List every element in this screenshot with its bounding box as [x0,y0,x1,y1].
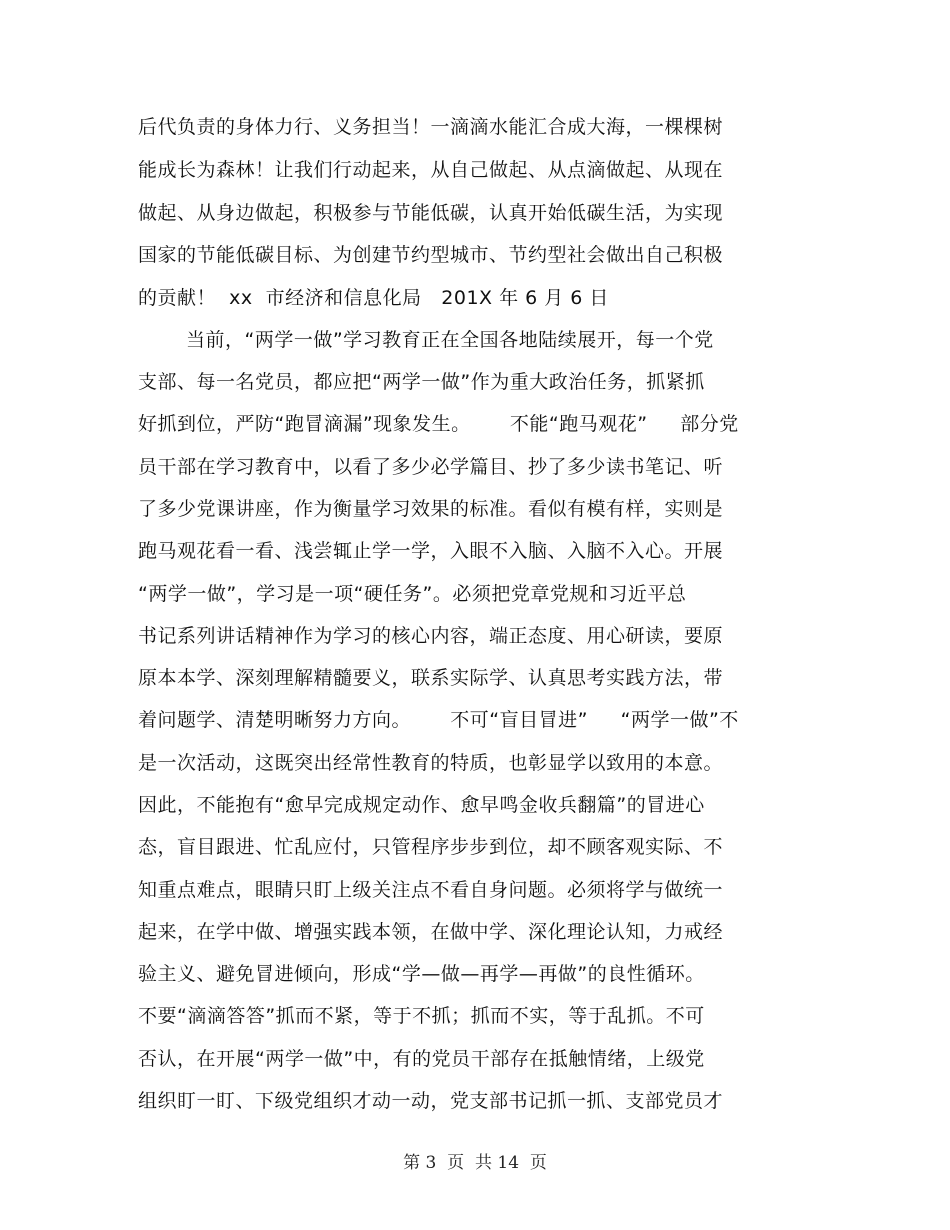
text-line: 态，盲目跟进、忙乱应付，只管程序步步到位，却不顾客观实际、不 [138,836,724,858]
text-line: 验主义、避免冒进倾向，形成“学—做—再学—再做”的良性循环。 [138,963,705,985]
text-line: “两学一做”，学习是一项“硬任务”。必须把党章党规和习近平总 [138,583,687,605]
text-line: 做起、从身边做起，积极参与节能低碳，认真开始低碳生活，为实现 [138,202,724,224]
text-line: 知重点难点，眼睛只盯上级关注点不看自身问题。必须将学与做统一 [138,879,724,901]
text-line: 支部、每一名党员，都应把“两学一做”作为重大政治任务，抓紧抓 [138,371,705,393]
text-line: 着问题学、清楚明晰努力方向。 不可“盲目冒进” “两学一做”不 [138,709,739,731]
text-line: 当前，“两学一做”学习教育正在全国各地陆续展开，每一个党 [186,329,714,351]
text-line: 员干部在学习教育中，以看了多少必学篇目、抄了多少读书笔记、听 [138,456,724,478]
text-line: 国家的节能低碳目标、为创建节约型城市、节约型社会做出自己积极 [138,244,724,266]
text-line: 组织盯一盯、下级党组织才动一动，党支部书记抓一抓、支部党员才 [138,1090,724,1112]
text-line: 原本本学、深刻理解精髓要义，联系实际学、认真思考实践方法，带 [138,667,724,689]
text-line: 跑马观花看一看、浅尝辄止学一学，入眼不入脑、入脑不入心。开展 [138,540,724,562]
text-line: 能成长为森林！让我们行动起来，从自己做起、从点滴做起、从现在 [138,159,724,181]
text-line: 了多少党课讲座，作为衡量学习效果的标准。看似有模有样，实则是 [138,498,724,520]
text-line: 后代负责的身体力行、义务担当！一滴滴水能汇合成大海，一棵棵树 [138,116,724,138]
text-line: 是一次活动，这既突出经常性教育的特质，也彰显学以致用的本意。 [138,752,724,774]
text-line: 因此，不能抱有“愈早完成规定动作、愈早鸣金收兵翻篇”的冒进心 [138,794,705,816]
text-line: 否认，在开展“两学一做”中，有的党员干部存在抵触情绪，上级党 [138,1048,705,1070]
text-line: 好抓到位，严防“跑冒滴漏”现象发生。 不能“跑马观花” 部分党 [138,413,739,435]
page-footer: 第 3 页 共 14 页 [403,1153,547,1173]
text-line: 书记系列讲话精神作为学习的核心内容，端正态度、用心研读，要原 [138,625,724,647]
text-line: 起来，在学中做、增强实践本领，在做中学、深化理论认知，力戒经 [138,921,724,943]
text-line: 不要“滴滴答答”抓而不紧，等于不抓；抓而不实，等于乱抓。不可 [138,1005,705,1027]
text-line: 的贡献！ xx 市经济和信息化局 201X 年 6 月 6 日 [138,287,609,309]
